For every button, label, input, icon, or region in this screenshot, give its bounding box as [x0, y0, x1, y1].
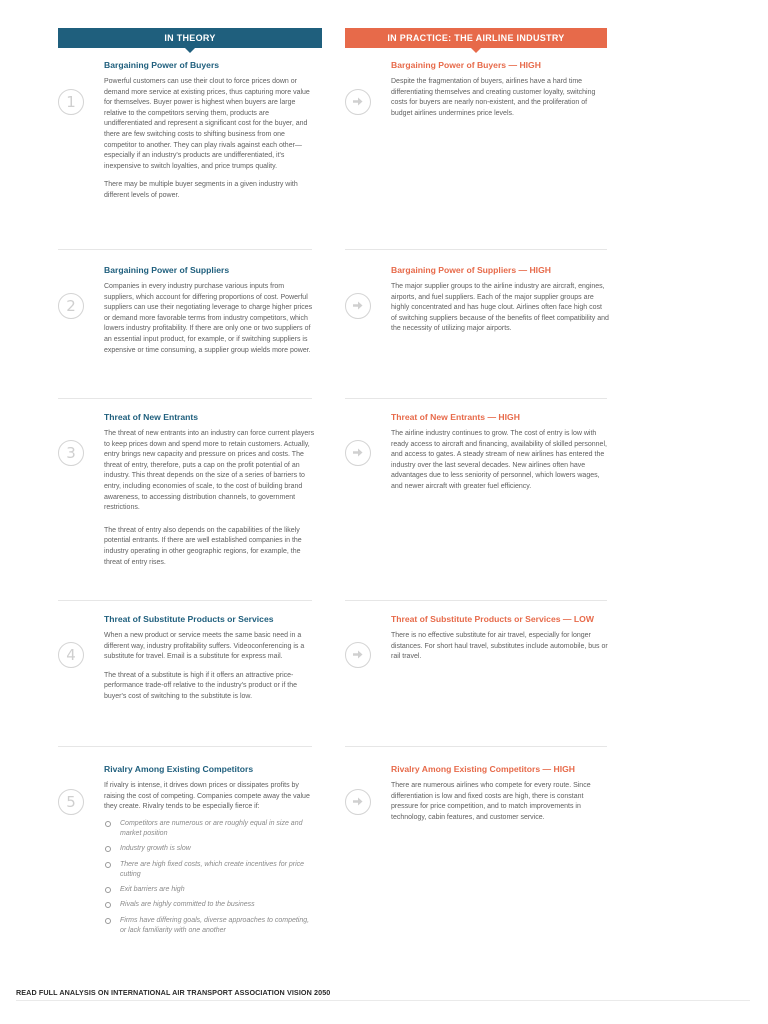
practice-paragraph: There are numerous airlines who compete for every route. Since differentiation is low and fixed costs are high, there is constant pressure for price competition, and to match improvements in technology, cabin features, and customer service.	[391, 782, 591, 821]
theory-paragraph: The threat of a substitute is high if it offers an attractive price-performance trade-off relative to the industry's product or if the buyer's cost of switching to the substitute is low.	[104, 671, 298, 700]
practice-paragraph: The airline industry continues to grow. The cost of entry is low with ready access to aircraft and financing, availability of skilled personnel, and access to gates. A steady stream of new airlines has entered the industry over the last several decades. New airlines often have advantages due to less seniority of personnel, which lowers wages, and newer aircraft with greater fuel efficiency.	[391, 430, 607, 490]
number-4-icon: 4	[58, 642, 84, 668]
number-1-icon: 1	[58, 89, 84, 115]
rivalry-bullet-list	[104, 819, 316, 936]
practice-paragraph: There is no effective substitute for air travel, especially for longer distances. For short haul travel, substitutes include automobile, bus or rail travel.	[391, 632, 608, 661]
footer-link[interactable]: READ FULL ANALYSIS ON INTERNATIONAL AIR TRANSPORT ASSOCIATION VISION 2050	[16, 988, 331, 997]
practice-title: Bargaining Power of Suppliers — HIGH	[391, 265, 551, 275]
practice-column	[391, 614, 609, 671]
practice-paragraph: Despite the fragmentation of buyers, airlines have a hard time differentiating themselves and creating customer loyalty, switching costs for buyers are nearly non-existent, and the proliferation of budget airlines undermines price levels.	[391, 78, 596, 117]
separator	[58, 249, 312, 250]
theory-title: Bargaining Power of Buyers	[104, 60, 220, 70]
practice-title: Threat of Substitute Products or Services — LOW	[391, 614, 594, 624]
theory-column	[104, 412, 316, 576]
bullet-item: Firms have differing goals, diverse approaches to competing, or lack familiarity with one another	[104, 916, 316, 936]
bullet-item: Industry growth is slow	[104, 844, 316, 854]
in-practice-header: IN PRACTICE: THE AIRLINE INDUSTRY	[345, 28, 607, 48]
bullet-item: There are high fixed costs, which create incentives for price cutting	[104, 860, 316, 880]
separator	[58, 600, 312, 601]
in-theory-header: IN THEORY	[58, 28, 322, 48]
theory-paragraph: If rivalry is intense, it drives down prices or dissipates profits by raising the cost of competing. Companies compete away the value they create. Rivalry tends to be especially fierce if:	[104, 782, 310, 811]
separator	[58, 746, 312, 747]
practice-title: Bargaining Power of Buyers — HIGH	[391, 60, 541, 70]
arrow-right-icon	[345, 293, 371, 319]
theory-paragraph: The threat of entry also depends on the capabilities of the likely potential entrants. If there are well established companies in the industry operating in other geographic regions, for example, the threat of entry rises.	[104, 526, 302, 566]
separator	[345, 249, 607, 250]
practice-title: Threat of New Entrants — HIGH	[391, 412, 520, 422]
bullet-item: Exit barriers are high	[104, 885, 316, 895]
theory-column	[104, 614, 316, 711]
theory-title: Threat of New Entrants	[104, 412, 199, 422]
bullet-item: Rivals are highly committed to the business	[104, 900, 316, 910]
theory-column	[104, 265, 316, 364]
separator	[345, 600, 607, 601]
practice-column	[391, 412, 609, 501]
separator	[58, 398, 312, 399]
arrow-right-icon	[345, 89, 371, 115]
practice-column	[391, 60, 609, 127]
arrow-right-icon	[345, 440, 371, 466]
theory-paragraph: The threat of new entrants into an industry can force current players to keep prices down and spend more to retain customers. Actually, entry brings new capacity and pressure on prices and costs. The threat of entry, therefore, puts a cap on the profit potential of an industry. This threat depends on the size of a series of barriers to entry, including economies of scale, to the cost of building brand awareness, to accessing distribution channels, to government restrictions.	[104, 430, 315, 512]
theory-paragraph: Companies in every industry purchase various inputs from suppliers, which account for differing proportions of cost. Powerful suppliers can use their negotiating leverage to charge higher prices or demand more favorable terms from industry competitors, which lowers industry profitability. If there are only one or two suppliers of an essential input product, for example, or if switching suppliers is expensive or time consuming, a supplier group wields more power.	[104, 283, 313, 354]
number-3-icon: 3	[58, 440, 84, 466]
theory-paragraph: Powerful customers can use their clout to force prices down or demand more service at existing prices, thus capturing more value for themselves. Buyer power is highest when buyers are large relative to the competitors serving them, products are undifferentiated and represent a significant cost for the buyer, and there are few switching costs to shifting business from one competitor to another. They can play rivals against each other—especially if an industry's products are undifferentiated, it's inexpensive to switch loyalties, and price trumps quality.	[104, 78, 310, 170]
theory-title: Bargaining Power of Suppliers	[104, 265, 230, 275]
arrow-right-icon	[345, 642, 371, 668]
arrow-right-icon	[345, 789, 371, 815]
practice-column	[391, 265, 609, 343]
practice-paragraph: The major supplier groups to the airline industry are aircraft, engines, airports, and fuel suppliers. Each of the major supplier groups are highly concentrated and has huge clout. Airlines often face high cost of switching suppliers because of the benefits of fleet compatibility and the necessity of utilizing major airports.	[391, 283, 609, 333]
bullet-item: Competitors are numerous or are roughly equal in size and market position	[104, 819, 316, 839]
theory-column	[104, 60, 316, 210]
theory-title: Threat of Substitute Products or Services	[104, 614, 274, 624]
footer-divider	[16, 1000, 750, 1001]
theory-title: Rivalry Among Existing Competitors	[104, 764, 254, 774]
separator	[345, 746, 607, 747]
theory-paragraph: When a new product or service meets the same basic need in a different way, industry profitability suffers. Videoconferencing is a substitute for travel. Email is a substitute for express mail.	[104, 632, 305, 661]
practice-title: Rivalry Among Existing Competitors — HIGH	[391, 764, 575, 774]
separator	[345, 398, 607, 399]
theory-column	[104, 764, 316, 941]
theory-paragraph: There may be multiple buyer segments in a given industry with different levels of power.	[104, 181, 298, 199]
number-5-icon: 5	[58, 789, 84, 815]
number-2-icon: 2	[58, 293, 84, 319]
practice-column	[391, 764, 609, 831]
